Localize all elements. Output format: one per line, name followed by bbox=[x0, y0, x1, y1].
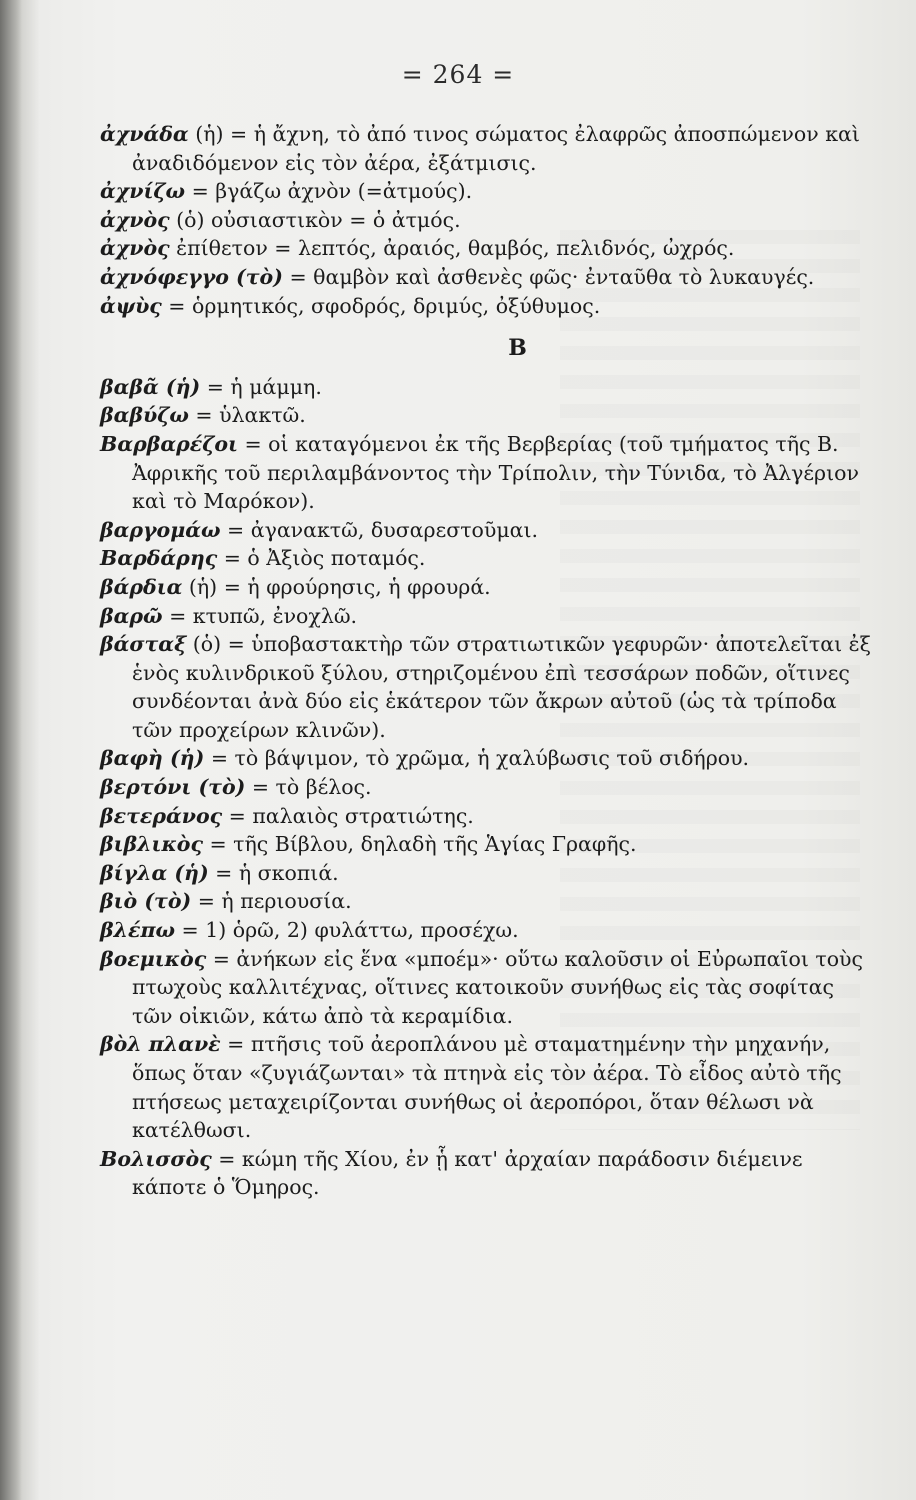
entry-headword: βὸλ πλανὲ bbox=[100, 1032, 221, 1057]
dictionary-entry bbox=[100, 744, 875, 773]
entry-definition: = οἱ καταγόμενοι ἐκ τῆς Βερβερίας (τοῦ τμήματος τῆς Β. Ἀφρικῆς τοῦ περιλαμβάνοντος τὴν Τρίπολιν, τὴν Τύνιδα, τὸ Ἀλγέριον καὶ τὸ Μαρόκον). bbox=[132, 431, 859, 514]
dictionary-entry bbox=[100, 177, 875, 206]
entries-beta bbox=[100, 373, 875, 1202]
entry-definition: = κώμη τῆς Χίου, ἐν ᾗ κατ' ἀρχαίαν παράδοσιν διέμεινε κάποτε ὁ Ὅμηρος. bbox=[132, 1146, 803, 1200]
dictionary-entry bbox=[100, 292, 875, 321]
dictionary-entry bbox=[100, 234, 875, 263]
entry-headword: ἀχνὸς bbox=[100, 236, 170, 261]
dictionary-entry bbox=[100, 916, 875, 945]
entry-headword: ἀψὺς bbox=[100, 293, 162, 318]
entry-definition: = τὸ βέλος. bbox=[245, 775, 372, 800]
entry-definition: = κτυπῶ, ἐνοχλῶ. bbox=[162, 603, 358, 628]
entry-headword: βιβλικὸς bbox=[100, 832, 203, 857]
entry-definition: (ὁ) οὐσιαστικὸν = ὁ ἀτμός. bbox=[169, 207, 461, 232]
page-number: = 264 = bbox=[401, 60, 515, 89]
entry-definition: = παλαιὸς στρατιώτης. bbox=[222, 803, 474, 828]
dictionary-body bbox=[100, 120, 875, 1202]
dictionary-entry bbox=[100, 887, 875, 916]
entry-headword: ἀχνὸς bbox=[100, 207, 170, 232]
entry-headword: βιὸ (τὸ) bbox=[100, 889, 192, 914]
entry-headword: βαβᾶ (ἡ) bbox=[100, 374, 201, 399]
dictionary-entry bbox=[100, 1030, 875, 1144]
section-letter-heading: Β bbox=[508, 335, 527, 362]
dictionary-entry bbox=[100, 430, 875, 516]
entry-headword: Βαρβαρέζοι bbox=[100, 431, 238, 456]
entry-definition: = θαμβὸν καὶ ἀσθενὲς φῶς· ἐνταῦθα τὸ λυκαυγές. bbox=[282, 264, 815, 289]
dictionary-entry bbox=[100, 373, 875, 402]
entry-definition: = βγάζω ἀχνὸν (=ἀτμούς). bbox=[185, 179, 473, 204]
entry-definition: = ἡ σκοπιά. bbox=[208, 860, 339, 885]
entry-headword: βοεμικὸς bbox=[100, 946, 207, 971]
entry-headword: βετεράνος bbox=[100, 803, 223, 828]
entry-headword: Βαρδάρης bbox=[100, 546, 218, 571]
entry-definition: = ὁ Ἀξιὸς ποταμός. bbox=[217, 546, 426, 571]
dictionary-entry bbox=[100, 945, 875, 1031]
dictionary-entry bbox=[100, 401, 875, 430]
entry-headword: βαβύζω bbox=[100, 403, 189, 428]
entry-definition: (ἡ) = ἡ ἄχνη, τὸ ἀπό τινος σώματος ἐλαφρῶς ἀποσπώμενον καὶ ἀναδιδόμενον εἰς τὸν ἀέρα, ἐξάτμισις. bbox=[132, 122, 860, 175]
dictionary-entry bbox=[100, 263, 875, 292]
dictionary-entry bbox=[100, 773, 875, 802]
entry-definition: = πτῆσις τοῦ ἀεροπλάνου μὲ σταματημένην τὴν μηχανήν, ὅπως ὅταν «ζυγιάζωνται» τὰ πτηνὰ εἰς τὸν ἀέρα. Τὸ εἶδος αὐτὸ τῆς πτήσεως μεταχειρίζονται συνήθως οἱ ἀεροπόροι, ὅταν θέλωσι νὰ κατέλθωσι. bbox=[132, 1032, 842, 1143]
dictionary-entry bbox=[100, 544, 875, 573]
dictionary-entry bbox=[100, 602, 875, 631]
dictionary-entry bbox=[100, 830, 875, 859]
entry-headword: ἀχνίζω bbox=[100, 179, 186, 204]
entry-definition: = 1) ὁρῶ, 2) φυλάττω, προσέχω. bbox=[174, 918, 519, 943]
dictionary-entry bbox=[100, 859, 875, 888]
entry-headword: Βολισσὸς bbox=[100, 1146, 212, 1171]
entry-definition: (ὁ) = ὑποβαστακτὴρ τῶν στρατιωτικῶν γεφυρῶν· ἀποτελεῖται ἐξ ἑνὸς κυλινδρικοῦ ξύλου, στηριζομένου ἐπὶ τεσσάρων ποδῶν, οἵτινες συνδέονται ἀνὰ δύο εἰς ἑκάτερον τῶν ἄκρων αὐτοῦ (ὡς τὰ τρίποδα τῶν προχείρων κλινῶν). bbox=[132, 632, 871, 742]
entry-headword: βλέπω bbox=[100, 918, 175, 943]
dictionary-entry bbox=[100, 573, 875, 602]
entry-headword: βάρδια bbox=[100, 574, 183, 599]
dictionary-entry bbox=[100, 802, 875, 831]
entry-definition: = ἀγανακτῶ, δυσαρεστοῦμαι. bbox=[220, 517, 539, 542]
entry-definition: = ὑλακτῶ. bbox=[188, 403, 306, 428]
entry-headword: ἀχνάδα bbox=[100, 122, 189, 146]
entry-definition: ἐπίθετον = λεπτός, ἀραιός, θαμβός, πελιδνός, ὠχρός. bbox=[169, 236, 735, 261]
entry-headword: βάσταξ bbox=[100, 632, 187, 657]
entry-headword: ἀχνόφεγγο (τὸ) bbox=[100, 264, 283, 289]
dictionary-entry bbox=[100, 206, 875, 235]
page-binding-shadow bbox=[0, 0, 22, 1500]
entry-headword: βαρῶ bbox=[100, 603, 163, 628]
dictionary-entry bbox=[100, 1145, 875, 1202]
dictionary-entry bbox=[100, 120, 875, 177]
entries-alpha bbox=[100, 120, 875, 320]
entry-definition: = ἡ μάμμη. bbox=[200, 374, 322, 399]
entry-headword: βαφὴ (ἡ) bbox=[100, 746, 205, 771]
entry-definition: (ἡ) = ἡ φρούρησις, ἡ φρουρά. bbox=[182, 574, 491, 599]
entry-headword: βαργομάω bbox=[100, 517, 221, 542]
entry-definition: = ἡ περιουσία. bbox=[191, 889, 352, 914]
entry-definition: = τὸ βάψιμον, τὸ χρῶμα, ἡ χαλύβωσις τοῦ σιδήρου. bbox=[204, 746, 750, 771]
entry-definition: = τῆς Βίβλου, δηλαδὴ τῆς Ἁγίας Γραφῆς. bbox=[202, 832, 637, 857]
entry-definition: = ἀνήκων εἰς ἕνα «μποέμ»· οὕτω καλοῦσιν οἱ Εὐρωπαῖοι τοὺς πτωχοὺς καλλιτέχνας, οἵτινες κατοικοῦν συνήθως εἰς τὰς σοφίτας τῶν οἰκιῶν, κάτω ἀπὸ τὰ κεραμίδια. bbox=[132, 946, 863, 1028]
dictionary-entry bbox=[100, 516, 875, 545]
entry-headword: βίγλα (ἡ) bbox=[100, 860, 209, 885]
entry-headword: βερτόνι (τὸ) bbox=[100, 775, 246, 800]
dictionary-entry bbox=[100, 630, 875, 744]
entry-definition: = ὁρμητικός, σφοδρός, δριμύς, ὀξύθυμος. bbox=[161, 293, 601, 318]
